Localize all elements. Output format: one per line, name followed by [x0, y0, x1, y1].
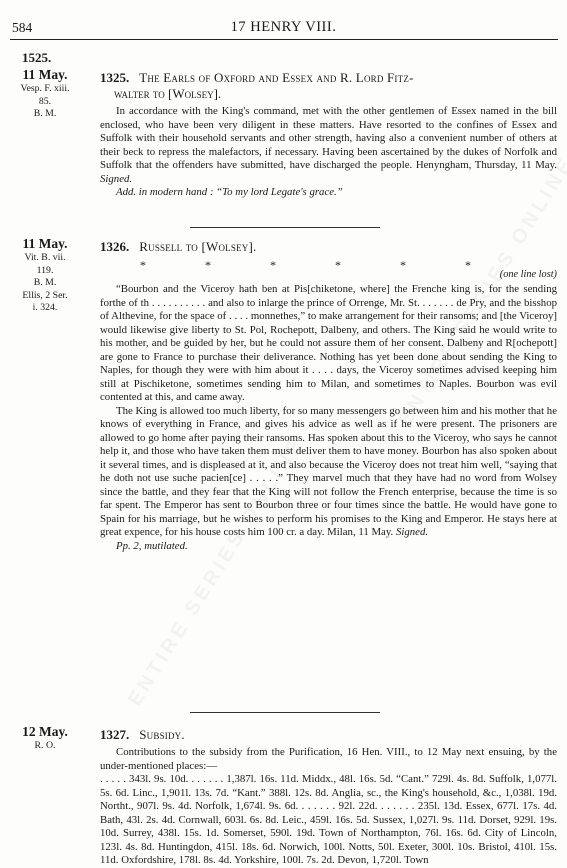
- signed-note: Signed.: [395, 526, 429, 538]
- entry-date: 11 May.: [22, 67, 68, 82]
- entry-paragraph: “Bourbon and the Viceroy hath ben at Pis[chiketone, where] the Frenche king is, for the sending forthe of th . . . . . . . . . . and also to inlarge the prince of Orrenge, Mr. St. . . . . . . de Pry, and the bisshop of Althevine, for the space of . . . . monnethes,” to make arrangement for their ransoms; and [the Viceroy] would likewise give liberty to St. Pol, Rochepott, Dalbeny, and others. The King said he would write to his mother, and be guided by her, but he could not assure them of her consent. Dalbeny and R[ochepott] are gone to France to purchase their deliverance. Nothing has yet been done about sending the King to Naples, for though they were with him about it . . . . days, the Viceroy sometimes advised keeping him still at Pischiketone, sometimes sending him to Milan, and sometimes to Naples. Bourbon was evil contented at this, and came away.: [100, 283, 557, 403]
- lost-line-note: (one line lost): [499, 269, 557, 280]
- margin-note: [8, 66, 82, 121]
- running-head: 17 HENRY VIII.: [230, 19, 337, 35]
- header-rule: [10, 39, 558, 40]
- omission-asterisks: * * * * * *: [140, 258, 499, 272]
- addendum: Pp. 2, mutilated.: [116, 539, 188, 552]
- margin-note: [8, 235, 82, 315]
- signed-note: Signed.: [100, 172, 133, 185]
- page-header: [0, 0, 567, 38]
- entry-heading: [100, 70, 557, 102]
- source-reference: Vesp. F. xiii.: [20, 83, 70, 94]
- addendum: Add. in modern hand : “To my lord Legate's grace.”: [116, 186, 343, 198]
- source-reference: B. M.: [33, 277, 57, 289]
- entry-title: The Earls of Oxford and Essex and R. Lord Fitz-: [139, 70, 414, 85]
- entry-divider: [190, 712, 380, 713]
- source-reference: i. 324.: [32, 302, 58, 314]
- margin-note: [8, 723, 82, 753]
- source-reference: Vit. B. vii.: [24, 252, 66, 263]
- entry-paragraph: [100, 105, 557, 186]
- entry-number: 1327.: [100, 727, 130, 742]
- entry-title: Russell to [Wolsey].: [139, 239, 257, 254]
- entry-heading: [100, 727, 557, 743]
- entry-content: [100, 727, 557, 868]
- entry-divider: [190, 227, 380, 228]
- entry-date: 11 May.: [22, 236, 68, 251]
- source-reference: Ellis, 2 Ser.: [22, 289, 68, 301]
- paragraph-text: The King is allowed too much liberty, for so many messengers go between him and his mother that he knows of everything in France, and gives his advice as well as if he were present. The prisoners are allowed to go home after paying their ransoms. Has spoken about this to the Viceroy, who says he cannot help it, and those who have taken them must deliver them to have money. Bourbon has also spoken about it several times, and is displeased at it, and also because the Viceroy does not treat him well, “saying that he doth not use suche pacien[ce] . . . . .” They marvel much that they have had no word from Wolsey since the battle, and they fear that the King will not follow the French enterprise, because the time is so far spent. The Emperor has sent to Bourbon three or four times since the battle. He would have gone to Spain for his marriage, but he wishes to perform his promises to the King and Emperor. He stays here at great expence, for his house costs him 100 cr. a day. Milan, 11 May.: [100, 404, 557, 538]
- entry-date: 12 May.: [22, 724, 68, 739]
- source-reference: 119.: [36, 264, 54, 276]
- entry-content: [100, 70, 557, 200]
- source-reference: B. M.: [33, 108, 57, 120]
- entry-content: [100, 239, 557, 553]
- source-reference: R. O.: [34, 740, 56, 751]
- entry-paragraph: Contributions to the subsidy from the Purification, 16 Hen. VIII., to 12 May next ensuing, by the under-mentioned places:—: [100, 746, 557, 772]
- year-marker: 1525.: [22, 50, 52, 65]
- paragraph-text: In accordance with the King's command, met with the other gentlemen of Essex named in the bill enclosed, who have been very diligent in these matters. Have resorted to the confines of Essex and Suffolk with their household servants and other strength, having also a convenient number of others at their beck to repress the malefactors, if necessary. Having been ascertained by the dukes of Norfolk and Suffolk that the offenders have submitted, have discharged the people. Henyngham, Thursday, 11 May.: [100, 105, 557, 171]
- entry-title: Subsidy.: [139, 727, 185, 742]
- entry-paragraph: [100, 405, 557, 540]
- entry-number: 1325.: [100, 70, 130, 85]
- page-number: 584: [12, 20, 33, 35]
- entry-paragraph: . . . . . 343l. 9s. 10d. . . . . . . 1,387l. 16s. 11d. Middx., 48l. 16s. 5d. “Cant.” 729l. 4s. 8d. Suffolk, 1,077l. 5s. 6d. Linc., 1,901l. 13s. 7d. “Kant.” 388l. 12s. 8d. Anglia, sc., the King's household, &c., 1,038l. 19d. Northt., 907l. 9s. 4d. Norfolk, 1,674l. 9s. 6d. . . . . . . 92l. 22d. . . . . . . 235l. 13d. Essex, 677l. 17s. 4d. Bath, 43l. 2s. 4d. Cornwall, 603l. 6s. 8d. Leic., 459l. 16s. 5d. Sussex, 1,027l. 9s. 11d. Dorset, 929l. 19s. 10d. Surrey, 438l. 15s. 1d. Somerset, 590l. 19d. Town of Northampton, 76l. 16s. 6d. City of Lincoln, 123l. 4s. 8d. Huntingdon, 415l. 18s. 6d. Norwich, 100l. Notts, 50l. Exeter, 300l. 10s. Bristol, 410l. 15s. 11d. Oxfordshire, 178l. 8s. 4d. Yorkshire, 100l. 7s. 2d. Devon, 1,720l. Town: [100, 773, 557, 866]
- entry-title-continued: walter to [Wolsey].: [114, 86, 222, 101]
- entry-number: 1326.: [100, 239, 130, 254]
- source-reference: 85.: [38, 95, 52, 107]
- entry-heading: [100, 239, 557, 255]
